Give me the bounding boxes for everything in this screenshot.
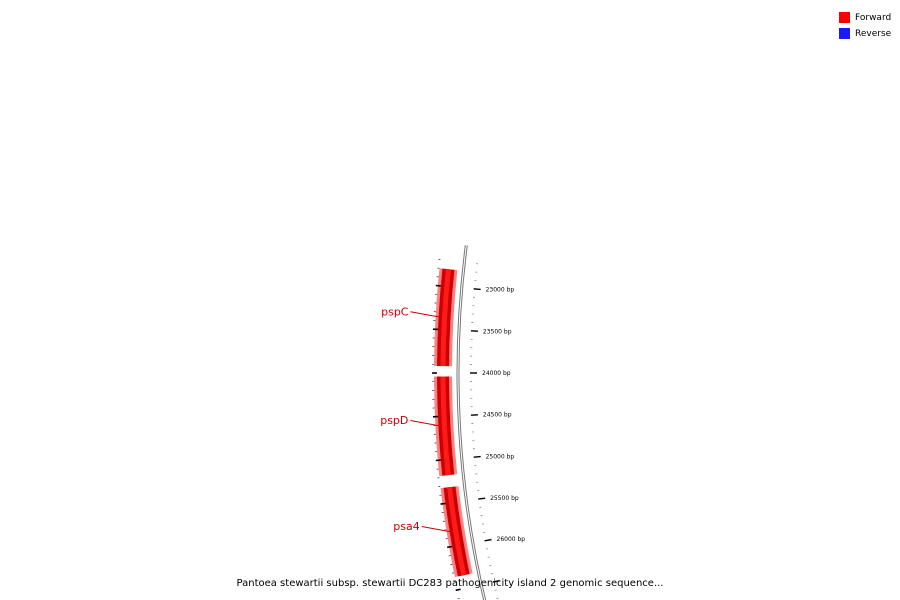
gene-label-pspC: pspC — [381, 305, 409, 319]
legend-item-reverse — [839, 26, 891, 41]
tick-label: 24000 bp — [482, 370, 511, 377]
gene-pspC — [443, 269, 448, 366]
inner-tick — [478, 498, 485, 499]
gene-psa4 — [450, 487, 464, 575]
tick-label: 25500 bp — [490, 494, 519, 502]
outer-tick — [441, 503, 446, 504]
tick-label: 26000 bp — [496, 536, 526, 543]
tick-label: 23500 bp — [482, 328, 512, 336]
inner-tick — [474, 457, 481, 458]
inner-tick — [485, 540, 492, 541]
tick-label: 23000 bp — [485, 286, 515, 294]
outer-tick — [447, 546, 452, 547]
legend-label-forward: Forward — [855, 12, 892, 23]
legend-swatch-reverse — [839, 28, 850, 39]
map-caption: Pantoea stewartii subsp. stewartii DC283 pathogenicity island 2 genomic sequence... — [236, 578, 664, 589]
gene-label-psa4: psa4 — [393, 520, 420, 533]
tick-label: 24500 bp — [482, 411, 512, 419]
outer-tick — [456, 589, 461, 590]
gene-label-pspD: pspD — [380, 414, 409, 427]
legend — [839, 10, 891, 42]
gene-pspD — [443, 376, 448, 475]
legend-label-reverse: Reverse — [855, 28, 892, 39]
tick-label: 25000 bp — [485, 453, 515, 461]
legend-item-forward — [839, 10, 891, 25]
inner-tick — [474, 289, 481, 290]
legend-swatch-forward — [839, 12, 850, 23]
